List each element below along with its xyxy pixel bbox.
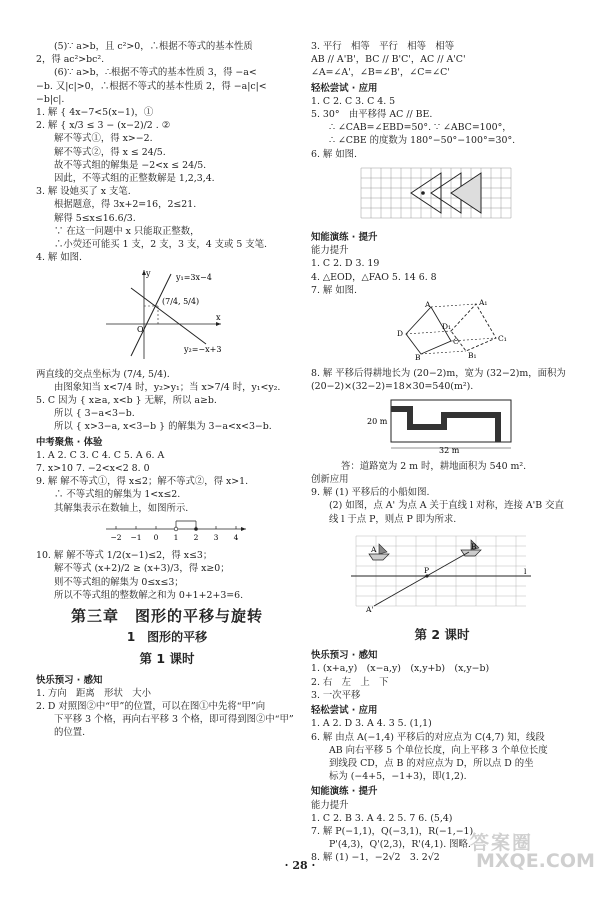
text-line: −b|c|. [36,93,65,105]
text-line: 由图象知当 x<7/4 时，y₂>y₁；当 x>7/4 时，y₁<y₂. [54,381,281,393]
boat-reflection-figure [311,528,573,614]
text-line: 3. 平行 相等 平行 相等 相等 [311,41,455,52]
number-line [36,517,298,543]
text-line: ∠A=∠A'，∠B=∠B'，∠C=∠C' [311,67,450,79]
text-line: 2. 右 左 上 下 [311,676,389,688]
text-line: 7. 解 如图. [311,284,358,296]
text-line: 解得 5≤x≤16.6/3. [54,212,136,224]
subheading: 能力提升 [311,799,349,811]
text-line: 下平移 3 个格，再向右平移 3 个格，即可得到图②中“甲” [54,714,294,726]
tick-label: 2 [193,532,199,542]
section-heading-master: 知能演练 · 提升 [311,786,378,798]
chapter-title: 第三章 图形的平移与旋转 [70,606,263,625]
text-line: 2. 解 { x/3 ≤ 3 − (x−2)/2 . ② [36,120,171,132]
text-line: 9. 解 解不等式①，得 x≤2；解不等式②，得 x>1. [36,476,249,488]
tick-label: −2 [110,532,122,542]
x-axis-label: x [216,313,221,323]
translation-grid-figure [311,163,573,223]
text-line: 所以不等式组的整数解之和为 0+1+2+3=6. [54,589,244,601]
point-label: C₁ [498,334,507,344]
text-line: 9. 解 (1) 平移后的小船如图. [311,487,430,499]
text-line: 故不等式组的解集是 −2<x ≤ 24/5. [54,159,207,171]
intersection-label: (7/4, 5/4) [162,297,200,307]
watermark-url: MXQE.COM [476,850,595,872]
text-line: 3. 一次平移 [311,689,361,701]
tick-label: 1 [173,532,179,542]
tick-label: 0 [153,532,159,542]
text-line: 根据题意，得 3x+2=16，2≤21. [54,199,197,211]
translated-quadrilateral-figure [311,299,573,361]
text-line: 8. 解 (1) −1，−2√2 3. 2√2 [311,852,440,864]
text-line: (20−2)×(32−2)=18×30=540(m²). [311,381,474,393]
text-line: 1. C 2. D 3. 19 [311,258,380,270]
text-line: −b. 又|c|>0，∴根据不等式的基本性质 2，得 −a|c|< [36,80,267,92]
tick-label: −1 [130,532,142,542]
text-line: 5. 30° 由平移得 AC // BE. [311,109,433,121]
text-line: ∴ ∠CAB=∠EBD=50°. ∵ ∠ABC=100°， [329,122,512,134]
text-line: 1. (x+a,y) (x−a,y) (x,y+b) (x,y−b) [311,663,490,675]
text-line: AB // A'B'，BC // B'C'，AC // A'C' [311,54,466,66]
text-line: (6)∵ a>b，∴根据不等式的基本性质 3，得 −a< [54,67,257,79]
section-heading-exam: 中考聚焦 · 体验 [36,436,103,448]
text-line: 3. 解 设她买了 x 支笔. [36,186,131,198]
section-heading-try: 轻松尝试 · 应用 [311,705,378,717]
y-axis-label: y [146,269,151,279]
point-label: D₁ [442,322,452,332]
text-line: 则不等式组的解集为 0≤x≤3； [54,576,184,588]
text-line: 到线段 CD，点 B 的对应点为 D，所以点 D 的坐 [329,757,534,769]
width-label: 32 m [439,445,460,454]
point-label: B [471,541,477,551]
line1-label: y₁=3x−4 [176,273,212,283]
text-line: 10. 解 解不等式 1/2(x−1)≤2，得 x≤3； [36,550,213,562]
point-label: C [453,337,459,347]
text-line: 的位置. [54,727,86,739]
text-line: 解不等式①，得 x>−2. [54,133,153,145]
tick-label: 4 [233,532,239,542]
point-label: A [425,300,431,310]
text-line: 解不等式 (x+2)/2 ≥ (x+3)/3，得 x≥0； [54,563,230,575]
text-line: 1. C 2. B 3. A 4. 2 5. 7 6. (5,4) [311,812,453,824]
text-line: ∴ 不等式组的解集为 1<x≤2. [54,489,181,501]
lesson-title: 第 2 课时 [414,627,470,643]
text-line: ∴小荧还可能买 1 支，2 支，3 支，4 支或 5 支笔. [54,239,268,251]
text-line: ∵ 在这一问题中 x 只能取正整数， [54,225,200,237]
right-column [311,40,573,865]
text-line: ∴ ∠CBE 的度数为 180°−50°−100°=30°. [329,135,516,147]
text-line: (5)∵ a>b，且 c²>0，∴根据不等式的基本性质 [54,41,253,52]
point-label: D [397,329,404,339]
text-line: 其解集表示在数轴上，如图所示. [54,502,189,514]
text-line: 1. 方向 距离 形状 大小 [36,687,152,699]
point-label: A₁ [479,299,488,308]
origin-label: O [137,325,144,335]
subheading: 能力提升 [311,245,349,257]
text-line: 2. D 对照图②中“甲”的位置，可以在图①中先将“甲”向 [36,700,266,712]
point-label: A [371,544,377,554]
height-label: 20 m [367,416,388,426]
section-title: 1 图形的平移 [126,630,208,645]
point-label: B₁ [468,351,477,361]
text-line: 6. 解 由点 A(−1,4) 平移后的对应点为 C(4,7) 知，线段 [311,731,545,743]
text-line: 所以 { x>3−a, x<3−b } 的解集为 3−a<x<3−b. [54,421,272,433]
text-line: 1. C 2. C 3. C 4. 5 [311,95,396,107]
watermark-logo: 答案圈 [470,832,534,854]
text-line: 线 l 于点 P，则点 P 即为所求. [329,513,457,525]
text-line: AB 向右平移 5 个单位长度，向上平移 3 个单位长度 [329,744,548,756]
text-line: 标为 (−4+5，−1+3)，即(1,2). [329,771,467,783]
text-line: 1. 解 { 4x−7<5(x−1)，① [36,107,154,119]
text-line: 6. 解 如图. [311,148,358,160]
text-line: 8. 解 平移后得耕地长为 (20−2)m，宽为 (32−2)m，面积为 [311,368,566,380]
text-line: 答：道路宽为 2 m 时，耕地面积为 540 m². [341,460,527,472]
text-line: 因此，不等式组的正整数解是 1,2,3,4. [54,173,215,185]
text-line: 5. C 因为 { x≥a, x<b } 无解，所以 a≥b. [36,395,217,407]
page-number: · 28 · [284,859,316,872]
lesson-title: 第 1 课时 [139,651,195,667]
point-label: A' [366,604,374,614]
point-label: P [424,565,430,575]
section-heading-preview: 快乐预习 · 感知 [36,674,103,686]
subheading: 创新应用 [311,474,349,486]
tick-label: 3 [213,532,219,542]
text-line: 7. x>10 7. −2<x<2 8. 0 [36,463,150,475]
text-line: (2) 如图，点 A' 为点 A 关于直线 l 对称，连接 A'B 交直 [329,500,564,512]
text-line: 4. 解 如图. [36,252,83,264]
left-column [36,40,298,740]
line-label: l [524,566,527,576]
line-intersection-graph [36,266,298,361]
text-line: 2，得 ac²>bc². [36,54,105,66]
section-heading-try: 轻松尝试 · 应用 [311,82,378,94]
section-heading-master: 知能演练 · 提升 [311,232,378,244]
text-line: 所以 { 3−a<3−b. [54,408,135,420]
text-line: 4. △EOD，△FAO 5. 14 6. 8 [311,271,437,283]
line2-label: y₂=−x+3 [184,345,222,355]
text-line: 两直线的交点坐标为 (7/4, 5/4). [36,368,170,380]
text-line: 解不等式②，得 x ≤ 24/5. [54,146,166,158]
text-line: 7. 解 P(−1,1)，Q(−3,1)，R(−1,−1). [311,825,477,837]
text-line: 1. A 2. D 3. A 4. 3 5. (1,1) [311,718,432,730]
section-heading-preview: 快乐预习 · 感知 [311,650,378,662]
point-label: B [415,353,421,362]
field-road-figure [311,396,573,454]
text-line: 1. A 2. C 3. C 4. C 5. A 6. A [36,449,165,461]
text-line: P'(4,3)，Q'(2,3)，R'(4,1). 图略. [329,839,471,851]
